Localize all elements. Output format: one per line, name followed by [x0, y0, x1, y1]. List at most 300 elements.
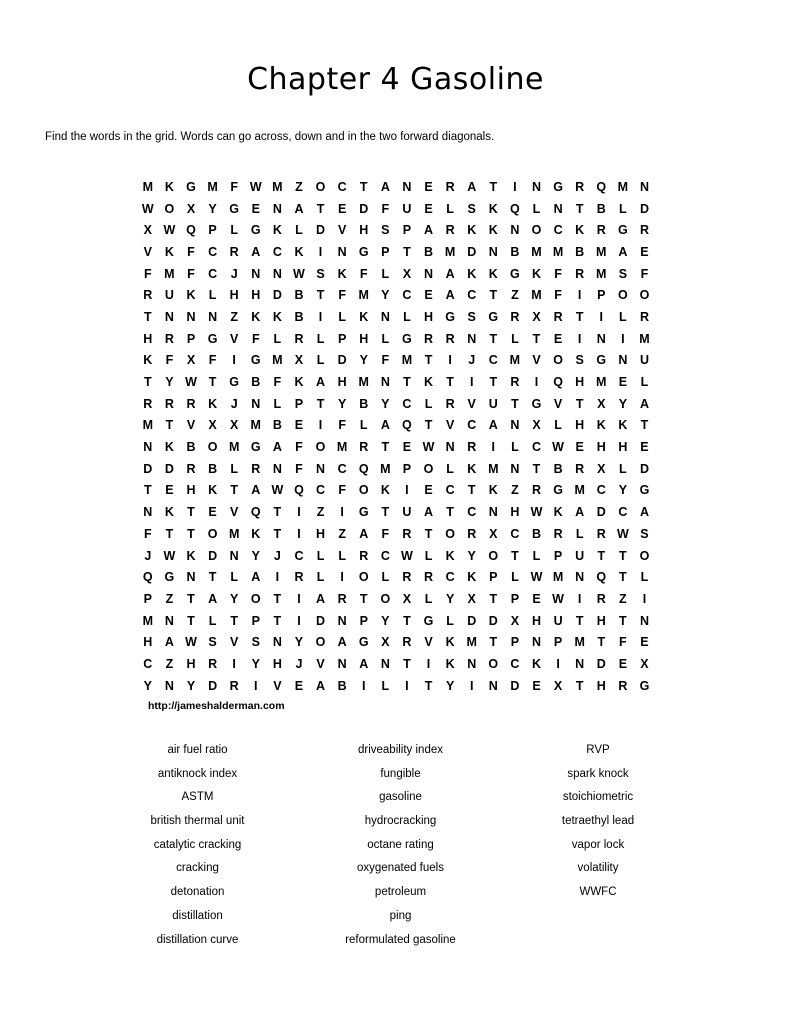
grid-letter: R — [445, 179, 455, 194]
grid-letter: O — [358, 570, 369, 585]
grid-letter: X — [208, 418, 217, 433]
grid-letter: N — [639, 613, 649, 628]
grid-letter: N — [380, 656, 390, 671]
grid-letter: P — [489, 570, 498, 585]
grid-letter: I — [469, 678, 474, 693]
grid-letter: N — [467, 331, 477, 346]
grid-letter: P — [402, 223, 412, 238]
grid-letter: V — [230, 505, 239, 520]
grid-letter: C — [510, 526, 520, 541]
grid-letter: O — [164, 201, 175, 216]
grid-letter: T — [381, 440, 390, 455]
grid-letter: G — [553, 483, 563, 498]
grid-letter: I — [642, 591, 647, 606]
grid-letter: I — [599, 309, 603, 324]
grid-letter: W — [185, 375, 197, 390]
grid-letter: L — [208, 288, 217, 303]
grid-letter: A — [316, 678, 326, 693]
grid-letter: B — [337, 678, 347, 693]
word-list-item: hydrocracking — [364, 815, 437, 828]
grid-letter: D — [164, 461, 174, 476]
grid-letter: N — [229, 548, 239, 563]
grid-letter: Y — [381, 396, 390, 411]
grid-letter: I — [297, 505, 301, 520]
grid-letter: M — [380, 461, 391, 476]
grid-letter: B — [531, 526, 541, 541]
grid-letter: A — [294, 201, 304, 216]
grid-letter: T — [165, 418, 174, 433]
grid-letter: Y — [230, 591, 239, 606]
grid-letter: H — [186, 483, 196, 498]
grid-letter: F — [554, 288, 562, 303]
grid-letter: A — [445, 288, 455, 303]
grid-letter: D — [316, 613, 326, 628]
grid-letter: T — [446, 375, 454, 390]
grid-letter: L — [316, 570, 325, 585]
grid-letter: Y — [381, 288, 390, 303]
grid-letter: F — [554, 266, 562, 281]
grid-letter: K — [467, 266, 477, 281]
grid-letter: W — [616, 526, 629, 541]
grid-letter: U — [553, 613, 563, 628]
grid-letter: X — [186, 353, 196, 368]
grid-letter: G — [488, 309, 499, 324]
grid-letter: M — [358, 375, 369, 390]
grid-letter: B — [424, 244, 434, 259]
grid-letter: R — [575, 266, 585, 281]
word-list-item: spark knock — [567, 767, 629, 780]
grid-letter: M — [250, 418, 261, 433]
grid-letter: T — [143, 483, 152, 498]
grid-letter: Q — [250, 505, 261, 520]
grid-letter: B — [510, 244, 520, 259]
grid-letter: A — [424, 223, 434, 238]
grid-letter: Y — [359, 353, 368, 368]
grid-letter: N — [272, 201, 282, 216]
word-list-item: octane rating — [367, 838, 434, 851]
grid-letter: I — [491, 440, 496, 455]
grid-letter: A — [445, 266, 455, 281]
word-column-3 — [508, 739, 688, 905]
grid-letter: Q — [294, 483, 304, 498]
grid-letter: M — [531, 288, 542, 303]
grid-letter: W — [530, 505, 543, 520]
grid-letter: N — [164, 678, 174, 693]
grid-letter: P — [251, 613, 260, 628]
grid-letter: L — [532, 201, 541, 216]
grid-letter: F — [359, 266, 368, 281]
grid-letter: H — [424, 309, 434, 324]
grid-letter: S — [381, 223, 390, 238]
grid-letter: R — [553, 309, 563, 324]
grid-letter: E — [618, 375, 628, 390]
grid-letter: B — [251, 375, 261, 390]
grid-letter: F — [187, 244, 195, 259]
grid-letter: R — [164, 396, 174, 411]
grid-letter: T — [489, 331, 498, 346]
grid-letter: G — [639, 678, 650, 693]
grid-letter: E — [424, 288, 433, 303]
grid-letter: K — [467, 461, 477, 476]
grid-letter: M — [444, 244, 456, 259]
grid-letter: I — [577, 288, 582, 303]
grid-letter: W — [249, 179, 262, 194]
grid-letter: W — [163, 548, 176, 563]
grid-letter: R — [531, 483, 541, 498]
word-list-item: oxygenated fuels — [357, 862, 444, 875]
grid-letter: O — [315, 179, 326, 194]
grid-letter: N — [531, 635, 541, 650]
grid-letter: L — [230, 570, 238, 585]
grid-letter: O — [553, 353, 563, 368]
grid-letter: Z — [165, 591, 174, 606]
grid-letter: T — [575, 678, 584, 693]
grid-letter: X — [597, 461, 606, 476]
grid-letter: W — [401, 548, 413, 563]
grid-letter: N — [337, 656, 347, 671]
grid-letter: N — [575, 570, 585, 585]
grid-letter: P — [510, 635, 520, 650]
grid-letter: T — [575, 396, 584, 411]
grid-letter: H — [575, 418, 585, 433]
grid-letter: Z — [316, 505, 325, 520]
grid-letter: E — [294, 678, 304, 693]
grid-letter: Y — [337, 396, 347, 411]
grid-letter: W — [422, 440, 435, 455]
grid-letter: C — [208, 266, 218, 281]
grid-letter: M — [272, 353, 283, 368]
grid-letter: G — [531, 396, 542, 411]
grid-letter: O — [358, 483, 369, 498]
word-list-item: petroleum — [374, 886, 427, 899]
grid-letter: Z — [511, 288, 519, 303]
grid-letter: C — [445, 570, 455, 585]
grid-letter: K — [272, 309, 282, 324]
grid-letter: T — [532, 461, 541, 476]
grid-letter: W — [163, 223, 176, 238]
grid-letter: I — [621, 331, 625, 346]
grid-letter: T — [273, 505, 282, 520]
grid-letter: K — [575, 223, 585, 238]
grid-letter: T — [208, 375, 217, 390]
grid-letter: Y — [294, 635, 304, 650]
grid-letter: P — [143, 591, 152, 606]
grid-letter: A — [164, 635, 174, 650]
grid-letter: O — [380, 591, 391, 606]
grid-letter: V — [553, 396, 563, 411]
grid-letter: N — [553, 201, 563, 216]
grid-letter: P — [553, 635, 563, 650]
grid-letter: D — [208, 678, 218, 693]
grid-letter: T — [359, 591, 368, 606]
grid-letter: Q — [402, 418, 412, 433]
grid-letter: T — [619, 570, 627, 585]
grid-letter: L — [381, 266, 390, 281]
grid-letter: F — [273, 375, 282, 390]
grid-letter: Y — [251, 548, 260, 563]
grid-letter: I — [534, 375, 539, 390]
grid-letter: T — [316, 396, 325, 411]
grid-letter: D — [272, 288, 282, 303]
grid-letter: K — [208, 483, 218, 498]
grid-letter: T — [597, 635, 606, 650]
grid-letter: P — [359, 613, 368, 628]
word-list-item: WWFC — [579, 886, 617, 899]
grid-letter: L — [554, 418, 562, 433]
grid-letter: K — [424, 375, 434, 390]
grid-letter: T — [467, 483, 476, 498]
grid-letter: X — [143, 223, 152, 238]
grid-letter: N — [272, 461, 282, 476]
grid-letter: P — [510, 591, 520, 606]
grid-letter: O — [639, 548, 650, 563]
grid-letter: I — [556, 656, 560, 671]
grid-letter: O — [639, 288, 650, 303]
grid-letter: I — [318, 418, 323, 433]
grid-letter: N — [186, 570, 196, 585]
grid-letter: R — [229, 678, 239, 693]
grid-letter: H — [596, 613, 606, 628]
grid-letter: D — [208, 548, 218, 563]
grid-letter: N — [488, 678, 498, 693]
grid-letter: V — [186, 418, 196, 433]
grid-letter: A — [380, 418, 390, 433]
grid-letter: N — [337, 613, 347, 628]
grid-letter: W — [530, 570, 543, 585]
grid-letter: F — [208, 353, 217, 368]
grid-letter: C — [488, 353, 498, 368]
grid-letter: S — [251, 635, 260, 650]
grid-letter: J — [230, 266, 238, 281]
grid-letter: V — [316, 656, 325, 671]
grid-letter: T — [165, 526, 174, 541]
grid-letter: F — [619, 635, 627, 650]
grid-letter: T — [316, 288, 325, 303]
grid-letter: T — [187, 613, 195, 628]
grid-letter: I — [318, 244, 323, 259]
grid-letter: R — [294, 331, 304, 346]
grid-letter: F — [338, 418, 346, 433]
instructions-text: Find the words in the grid. Words can go across, down and in the two forward diagonals. — [45, 131, 495, 143]
grid-letter: C — [467, 505, 477, 520]
grid-letter: K — [553, 505, 563, 520]
grid-letter: K — [186, 288, 196, 303]
grid-letter: D — [359, 201, 369, 216]
grid-letter: H — [359, 331, 369, 346]
grid-letter: K — [488, 223, 498, 238]
grid-letter: A — [380, 179, 390, 194]
grid-letter: N — [510, 461, 520, 476]
grid-letter: M — [509, 353, 521, 368]
grid-letter: L — [273, 396, 282, 411]
grid-letter: C — [510, 656, 520, 671]
word-list-item: distillation curve — [156, 933, 239, 946]
grid-letter: Y — [618, 483, 628, 498]
grid-letter: M — [207, 179, 218, 194]
grid-letter: G — [186, 179, 196, 194]
grid-letter: R — [618, 678, 628, 693]
grid-letter: T — [575, 613, 584, 628]
grid-letter: O — [445, 526, 455, 541]
grid-letter: J — [273, 548, 281, 563]
grid-letter: N — [531, 179, 541, 194]
grid-letter: D — [639, 201, 649, 216]
grid-letter: N — [380, 309, 390, 324]
grid-letter: I — [254, 678, 258, 693]
grid-letter: Y — [618, 396, 628, 411]
grid-letter: K — [445, 548, 455, 563]
grid-letter: N — [618, 353, 628, 368]
grid-letter: L — [532, 548, 541, 563]
grid-letter: Y — [165, 375, 174, 390]
grid-letter: R — [596, 223, 606, 238]
grid-letter: T — [640, 418, 649, 433]
grid-letter: G — [229, 375, 240, 390]
grid-letter: L — [381, 570, 390, 585]
grid-letter: K — [251, 309, 261, 324]
grid-letter: B — [596, 201, 606, 216]
grid-letter: E — [640, 635, 649, 650]
grid-letter: L — [640, 570, 649, 585]
grid-letter: Y — [186, 678, 196, 693]
word-column-1 — [110, 739, 285, 952]
grid-letter: U — [575, 548, 585, 563]
grid-letter: F — [165, 353, 174, 368]
grid-letter: W — [552, 440, 564, 455]
word-list-item: vapor lock — [571, 838, 625, 851]
grid-letter: M — [272, 179, 283, 194]
word-list-item: RVP — [586, 744, 610, 756]
grid-letter: Q — [596, 179, 607, 194]
grid-letter: L — [359, 418, 368, 433]
grid-letter: N — [424, 266, 434, 281]
grid-letter: K — [445, 635, 455, 650]
grid-letter: G — [164, 570, 175, 585]
grid-letter: L — [208, 613, 217, 628]
grid-letter: I — [297, 613, 301, 628]
grid-letter: R — [251, 461, 261, 476]
grid-letter: N — [186, 309, 196, 324]
grid-letter: B — [553, 461, 563, 476]
grid-letter: G — [596, 353, 607, 368]
word-list-item: stoichiometric — [562, 791, 634, 804]
grid-letter: C — [467, 418, 477, 433]
grid-letter: C — [402, 396, 412, 411]
word-list-item: driveability index — [357, 744, 443, 756]
grid-letter: L — [381, 678, 390, 693]
grid-letter: T — [208, 570, 217, 585]
grid-letter: A — [316, 591, 326, 606]
grid-letter: R — [143, 396, 153, 411]
grid-letter: Y — [381, 613, 390, 628]
grid-letter: X — [402, 266, 412, 281]
grid-letter: L — [316, 353, 325, 368]
grid-letter: Z — [619, 591, 627, 606]
grid-letter: R — [467, 440, 477, 455]
word-list-item: ASTM — [181, 791, 214, 804]
grid-letter: X — [640, 656, 649, 671]
grid-letter: I — [297, 591, 301, 606]
grid-letter: C — [316, 483, 326, 498]
grid-letter: J — [144, 548, 152, 563]
grid-letter: B — [359, 396, 369, 411]
grid-letter: Y — [445, 678, 455, 693]
word-list-item: antiknock index — [157, 767, 238, 780]
grid-letter: N — [488, 244, 498, 259]
grid-letter: Y — [467, 548, 476, 563]
grid-letter: G — [553, 179, 563, 194]
word-list-item: ping — [389, 909, 412, 922]
grid-letter: K — [467, 223, 477, 238]
grid-letter: H — [272, 656, 282, 671]
grid-letter: T — [424, 353, 433, 368]
grid-letter: C — [294, 548, 304, 563]
grid-letter: S — [618, 266, 628, 281]
grid-letter: L — [403, 309, 411, 324]
grid-letter: R — [575, 461, 585, 476]
grid-letter: V — [143, 244, 152, 259]
grid-letter: N — [402, 179, 412, 194]
grid-letter: E — [575, 440, 584, 455]
grid-letter: N — [251, 266, 261, 281]
grid-letter: J — [468, 353, 476, 368]
grid-letter: Q — [358, 461, 369, 476]
grid-letter: X — [532, 309, 541, 324]
grid-letter: H — [251, 288, 261, 303]
grid-letter: M — [164, 266, 175, 281]
grid-letter: N — [639, 179, 649, 194]
grid-letter: Y — [251, 656, 260, 671]
grid-letter: K — [618, 418, 628, 433]
grid-letter: T — [489, 375, 498, 390]
grid-letter: N — [316, 461, 326, 476]
grid-letter: T — [489, 179, 498, 194]
word-list-item: british thermal unit — [150, 815, 245, 828]
grid-letter: R — [445, 331, 455, 346]
grid-letter: E — [165, 483, 174, 498]
grid-letter: L — [273, 331, 282, 346]
grid-letter: T — [273, 526, 282, 541]
grid-letter: L — [424, 548, 433, 563]
grid-letter: G — [445, 309, 455, 324]
grid-letter: L — [619, 201, 627, 216]
grid-letter: D — [488, 613, 498, 628]
grid-letter: W — [293, 266, 305, 281]
grid-letter: B — [294, 288, 304, 303]
grid-letter: V — [230, 331, 239, 346]
grid-letter: T — [424, 678, 433, 693]
grid-letter: F — [187, 266, 195, 281]
word-list-item: distillation — [172, 909, 223, 922]
grid-letter: K — [251, 526, 261, 541]
grid-letter: A — [251, 483, 261, 498]
grid-letter: K — [186, 548, 196, 563]
grid-letter: I — [361, 678, 366, 693]
grid-letter: E — [640, 440, 649, 455]
grid-letter: T — [619, 548, 627, 563]
grid-letter: L — [511, 440, 519, 455]
grid-letter: S — [467, 309, 476, 324]
grid-letter: Y — [208, 201, 217, 216]
grid-letter: N — [251, 396, 261, 411]
grid-letter: M — [596, 375, 607, 390]
grid-letter: T — [575, 309, 584, 324]
grid-letter: C — [467, 288, 477, 303]
grid-letter: R — [553, 526, 563, 541]
grid-letter: K — [164, 440, 174, 455]
grid-letter: A — [359, 526, 369, 541]
grid-letter: H — [359, 223, 369, 238]
